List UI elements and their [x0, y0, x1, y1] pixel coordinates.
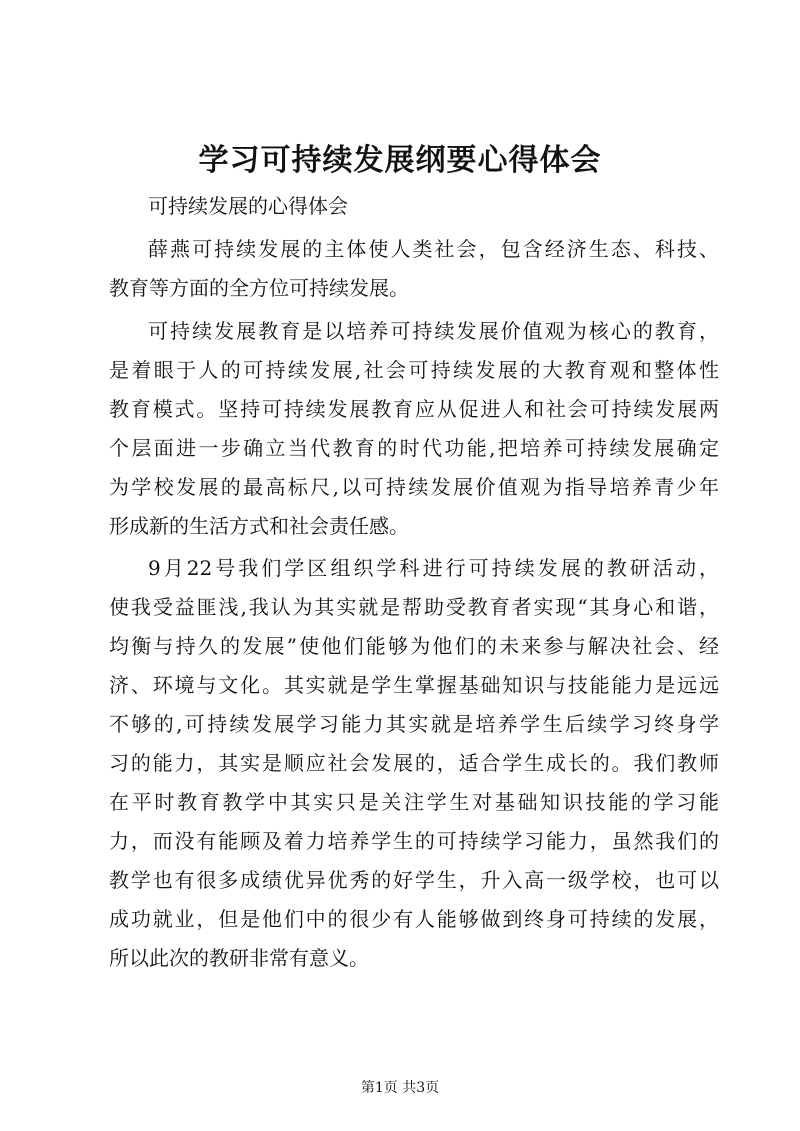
paragraph-3-line-9: 教学也有很多成绩优异优秀的好学生，升入高一级学校，也可以: [109, 868, 719, 892]
paragraph-3-line-8: 力，而没有能顾及着力培养学生的可持续学习能力，虽然我们的: [109, 829, 719, 853]
paragraph-2-line-3: 教育模式。坚持可持续发展教育应从促进人和社会可持续发展两: [109, 397, 719, 421]
paragraph-1-line-2: 教育等方面的全方位可持续发展。: [109, 276, 409, 300]
page-title: 学习可持续发展纲要心得体会: [198, 143, 602, 178]
paragraph-2-line-5: 为学校发展的最高标尺,以可持续发展价值观为指导培养青少年: [109, 475, 719, 499]
paragraph-1-line-1: 薛燕可持续发展的主体使人类社会，包含经济生态、科技、: [148, 237, 719, 261]
paragraph-3-line-6: 习的能力，其实是顺应社会发展的，适合学生成长的。我们教师: [109, 751, 719, 775]
paragraph-2-line-2: 是着眼于人的可持续发展,社会可持续发展的大教育观和整体性: [109, 358, 719, 382]
paragraph-3-line-4: 济、环境与文化。其实就是学生掌握基础知识与技能能力是远远: [109, 673, 719, 697]
subtitle: 可持续发展的心得体会: [148, 194, 348, 218]
paragraph-3-line-7: 在平时教育教学中其实只是关注学生对基础知识技能的学习能: [109, 790, 719, 814]
paragraph-3-line-5: 不够的,可持续发展学习能力其实就是培养学生后续学习终身学: [109, 712, 719, 736]
paragraph-3-line-1: 9月22号我们学区组织学科进行可持续发展的教研活动，: [148, 556, 719, 580]
paragraph-3-line-11: 所以此次的教研非常有意义。: [109, 946, 369, 970]
paragraph-2-line-1: 可持续发展教育是以培养可持续发展价值观为核心的教育，: [148, 319, 719, 343]
paragraph-3-line-2: 使我受益匪浅,我认为其实就是帮助受教育者实现“其身心和谐，: [109, 595, 719, 619]
paragraph-2-line-4: 个层面进一步确立当代教育的时代功能,把培养可持续发展确定: [109, 436, 719, 460]
page-number-footer: 第1页 共3页: [360, 1080, 440, 1096]
paragraph-3-line-10: 成功就业，但是他们中的很少有人能够做到终身可持续的发展，: [109, 907, 719, 931]
paragraph-2-line-6: 形成新的生活方式和社会责任感。: [109, 514, 409, 538]
paragraph-3-line-3: 均衡与持久的发展”使他们能够为他们的未来参与解决社会、经: [109, 634, 719, 658]
